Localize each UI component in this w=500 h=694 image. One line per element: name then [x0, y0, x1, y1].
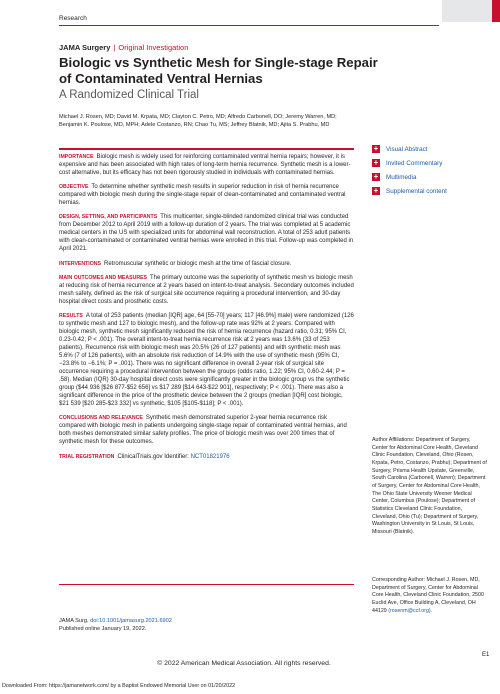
abstract-importance — [59, 153, 354, 177]
sidebar-item-multimedia[interactable] — [372, 170, 487, 184]
download-notice: Downloaded From: https://jamanetwork.com/ by a Baptist Endowed Memorial User on 01/20/2022 — [2, 683, 236, 689]
importance-text: Biologic mesh is widely used for reinforcing contaminated ventral hernia repairs; however, it is expensive and has been associated with high rates of long-term hernia recurrence. Synthetic mesh is a lower-cost alternative, but its efficacy has not been rigorously studied in individuals with contaminated hernias. — [59, 154, 351, 177]
plus-icon: + — [373, 158, 379, 167]
abstract-top-rule — [59, 148, 354, 150]
citation-journal: JAMA Surg. — [59, 618, 91, 624]
sidebar-links — [372, 142, 487, 198]
abstract — [59, 153, 354, 467]
abstract-registration — [59, 453, 354, 461]
registration-prefix: ClinicalTrials.gov Identifier: — [117, 453, 191, 460]
abstract-conclusions — [59, 414, 354, 446]
sidebar-item-label: Visual Abstract — [386, 145, 428, 153]
article-type: Original Investigation — [118, 43, 189, 52]
objective-text: To determine whether synthetic mesh results in superior reduction in risk of hernia recurrence compared with biologic mesh during the single-stage repair of clean-contaminated and contaminated ventral hernias. — [59, 184, 346, 207]
sidebar-item-label: Multimedia — [386, 173, 417, 181]
author-list: Michael J. Rosen, MD; David M. Krpata, MD; Clayton C. Petro, MD; Alfredo Carbonell, DO; Jeremy Warren, MD; Benjamin K. Poulose, MD, MPH; Adele Costanzo, RN; Chao Tu, MS; Jeffrey Blatnik, MD; Ajita S. Prabhu, MD — [59, 114, 337, 129]
plus-icon: + — [373, 172, 379, 181]
interventions-text: Retromuscular synthetic or biologic mesh at the time of fascial closure. — [104, 260, 292, 267]
results-text: A total of 253 patients (median [IQR] age, 64 [55-70] years; 117 [46.9%] male) were randomized (126 to synthetic mesh and 127 to biologic mesh), and the follow-up rate was 92% at 2 years. Compared with biologic mesh, synthetic mesh significantly reduced the risk of hernia recurrence (hazard ratio, 0.31; 95% CI, 0.23-0.42; P < .001). The overall intent-to-treat hernia recurrence risk at 2 years was 13.6% (33 of 253 patients). Recurrence risk with biologic mesh was 20.5% (26 of 127 patients) and with synthetic mesh was 5.6% (7 of 126 patients), with an absolute risk reduction of 14.9% with the use of synthetic mesh (95% CI, −23.8% to −6.1%; P = .001). There was no significant difference in overall 2-year risk of surgical site occurrence requiring a procedural intervention between the groups (odds ratio, 1.22; 95% CI, 0.60-2.44; P = .58). Median (IQR) 30-day hospital direct costs were significantly greater in the biologic group vs the synthetic group ($44 936 [$26 877-$52 656] vs $17 289 [$14 643-$22 901], respectively; P < .001). There was also a significant difference in the price of the prosthetic device between the 2 groups (median [IQR] cost biologic, $21 539 [$20 285-$23 332] vs synthetic, $105 [$105-$118]; P < .001). — [59, 312, 354, 408]
objective-label: OBJECTIVE — [59, 184, 89, 191]
abstract-bottom-rule — [59, 584, 354, 585]
conclusions-label: CONCLUSIONS AND RELEVANCE — [59, 415, 143, 422]
sidebar-item-invited-commentary[interactable] — [372, 156, 487, 170]
journal-line — [59, 43, 188, 52]
plus-icon: + — [373, 144, 379, 153]
article-subtitle: A Randomized Clinical Trial — [59, 89, 199, 101]
registration-link[interactable]: NCT01821976 — [190, 453, 230, 460]
abstract-objective — [59, 183, 354, 207]
abstract-results — [59, 312, 354, 409]
sidebar-item-visual-abstract[interactable] — [372, 142, 487, 156]
corresponding-text: Corresponding Author: Michael J. Rosen, MD, Department of Surgery, Center for Abdominal Core Health, Cleveland Clinic Foundation, 2500 Euclid Ave, Office Building A, Cleveland, OH 44129 — [372, 577, 484, 614]
sidebar-item-supplemental-content[interactable] — [372, 184, 487, 198]
abstract-interventions — [59, 260, 354, 268]
corresponding-email-link[interactable]: (rosenm@ccf.org). — [388, 607, 433, 614]
results-label: RESULTS — [59, 312, 83, 319]
header-rule — [59, 25, 439, 26]
section-label: Research — [59, 15, 87, 22]
outcomes-text: The primary outcome was the superiority of synthetic mesh vs biologic mesh at reducing risk of hernia recurrence at 2 years based on intent-to-treat analysis. Secondary outcomes included mesh safety, defined as the risk of surgical site occurrence requiring a procedural intervention, and 30-day hospital direct costs and prosthetic costs. — [59, 274, 354, 305]
page-number: E1 — [482, 652, 490, 658]
design-text: This multicenter, single-blinded randomized clinical trial was conducted from December 2012 to April 2019 with a follow-up duration of 2 years. The trial was completed at 5 academic medical centers in the US with specialized units for abdominal wall reconstruction. A total of 253 adult patients with clean-contaminated or contaminated ventral hernias were enrolled in this trial. Follow-up was completed in April 2021. — [59, 214, 354, 253]
abstract-outcomes — [59, 274, 354, 306]
sidebar-item-label: Supplemental content — [386, 187, 447, 195]
citation-doi-link[interactable]: doi:10.1001/jamasurg.2021.6902 — [90, 618, 172, 624]
journal-name: JAMA Surgery — [59, 43, 111, 52]
citation-line — [59, 617, 349, 625]
article-title: Biologic vs Synthetic Mesh for Single-stage Repair of Contaminated Ventral Hernias — [59, 55, 378, 86]
design-label: DESIGN, SETTING, AND PARTICIPANTS — [59, 214, 158, 221]
interventions-label: INTERVENTIONS — [59, 260, 101, 267]
registration-label: TRIAL REGISTRATION — [59, 453, 115, 460]
citation-block — [59, 617, 349, 633]
corresponding-author — [372, 577, 487, 615]
sidebar-item-label: Invited Commentary — [386, 159, 443, 167]
corner-red-bar — [492, 0, 500, 22]
published-date: Published online January 19, 2022. — [59, 626, 147, 632]
conclusions-text: Synthetic mesh demonstrated superior 2-year hernia recurrence risk compared with biologic mesh in patients undergoing single-stage repair of contaminated ventral hernias, and both meshes demonstrated similar safety profiles. The price of biologic mesh was over 200 times that of synthetic mesh for these outcomes. — [59, 415, 347, 446]
plus-icon: + — [373, 186, 379, 195]
author-affiliations: Author Affiliations: Department of Surgery, Center for Abdominal Core Health, Cleveland Clinic Foundation, Cleveland, Ohio (Rosen, Krpata, Petro, Costanzo, Prabhu); Department of Surgery, Prisma Health Upstate, Greenville, South Carolina (Carbonell, Warren); Department of Surgery, Center for Abdominal Core Health, The Ohio State University Wexner Medical Center, Columbus (Poulose); Department of Statistics Cleveland Clinic Foundation, Cleveland, Ohio (Tu); Department of Surgery, Washington University in St Louis, St Louis, Missouri (Blatnik). — [372, 437, 487, 535]
importance-label: IMPORTANCE — [59, 154, 94, 160]
journal-separator: | — [113, 43, 116, 52]
abstract-design — [59, 213, 354, 253]
outcomes-label: MAIN OUTCOMES AND MEASURES — [59, 274, 147, 281]
copyright-notice: © 2022 American Medical Association. All rights reserved. — [157, 660, 331, 667]
